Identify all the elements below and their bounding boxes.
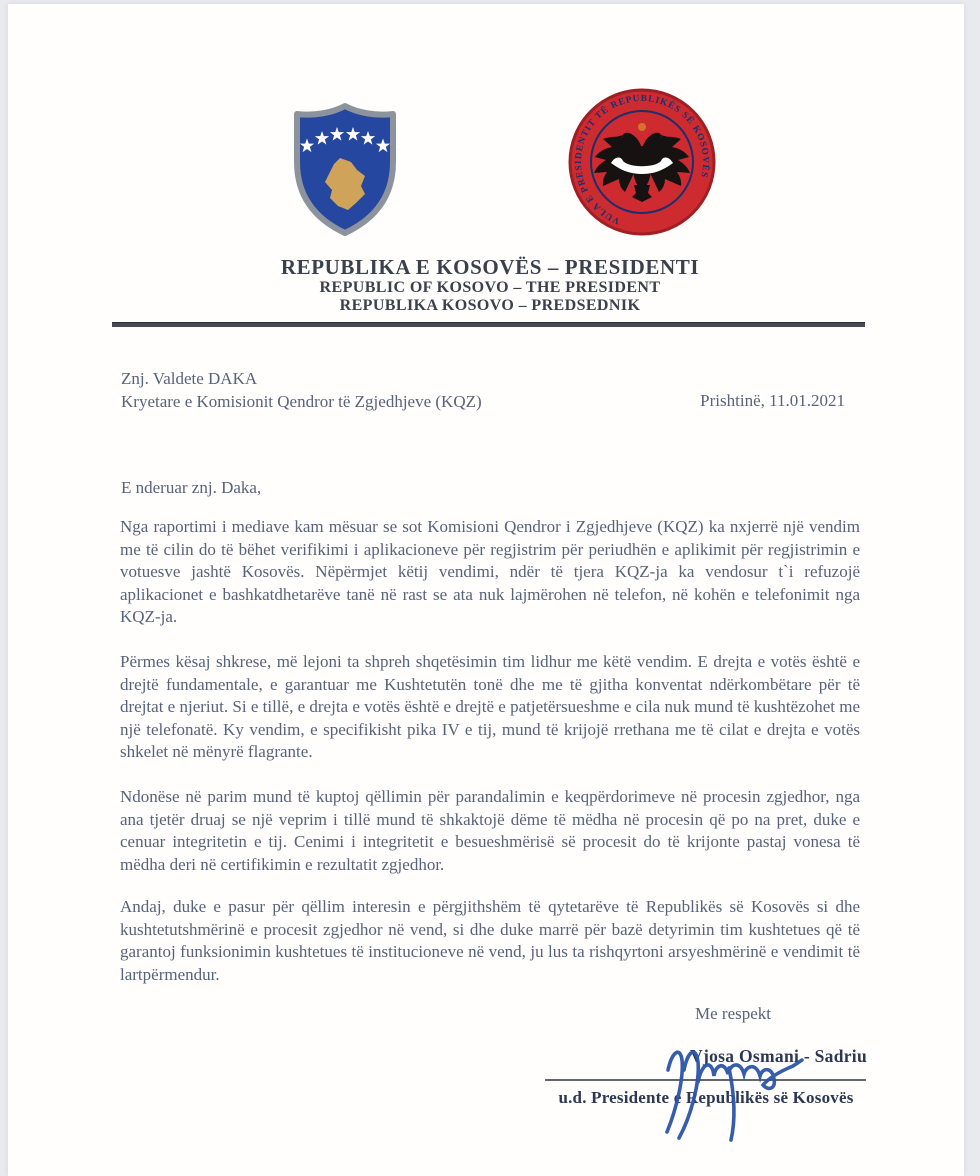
salutation: E nderuar znj. Daka, [121,478,262,497]
letterhead-divider [112,322,865,327]
title-english: REPUBLIC OF KOSOVO – THE PRESIDENT [319,279,661,296]
paragraph-3: Ndonëse në parim mund të kuptoj qëllimin për parandalimin e keqpërdorimeve në procesin zgjedhor, nga ana tjetër druaj se një veprim i tillë mund të shkaktojë dëme të mëdha në procesin që po na pret, duke e cenuar integritetin e tij. Cenimi i integritetit e besueshmërisë së procesit do të krijonte pastaj vonesa të mëdha deri në certifikimin e rezultatit zgjedhor. [120,787,860,874]
signatory-role: u.d. Presidente e Republikës së Kosovës [558,1088,854,1107]
seal-rim-text: VULA E PRESIDENTIT TË REPUBLIKËS SË KOSOVËS [573,93,711,226]
handwritten-signature [650,1038,830,1143]
signatory-name: Vjosa Osmani - Sadriu [690,1046,867,1066]
title-albanian: REPUBLIKA E KOSOVËS – PRESIDENTI [280,255,700,279]
letterhead-title-block [0,255,980,315]
paragraph-4: Andaj, duke e pasur për qëllim interesin e përgjithshëm të qytetarëve të Republikës së Kosovës si dhe kushtetutshmërinë e procesit zgjedhor në vend, si dhe duke marrë për bazë detyrimin tim kushtetues që të garantoj funksionimin kushtetues të institucioneve në vend, ju lus ta rishqyrtoni arsyeshmërinë e vendimit të lartpërmendur. [120,897,860,984]
presidential-seal-icon [567,87,717,237]
closing-phrase: Me respekt [695,1004,772,1023]
place-and-date: Prishtinë, 11.01.2021 [700,391,845,410]
recipient-title: Kryetare e Komisionit Qendror të Zgjedhjeve (KQZ) [121,392,482,411]
paragraph-1: Nga raportimi i mediave kam mësuar se sot Komisioni Qendror i Zgjedhjeve (KQZ) ka nxjerrë një vendim me të cilin do të bëhet verifikimi i aplikacioneve për regjistrim për periudhën e aplikimit për regjistrimin e votuesve jashtë Kosovës. Nëpërmjet këtij vendimi, ndër të tjera KQZ-ja ka vendosur t`i refuzojë aplikacionet e bashkatdhetarëve tanë në rast se ata nuk lajmërohen në telefon, në kohën e telefonimit nga KQZ-ja. [120,517,860,626]
recipient-name: Znj. Valdete DAKA [121,369,258,388]
title-serbian: REPUBLIKA KOSOVO – PREDSEDNIK [339,297,641,314]
kosovo-coat-of-arms-icon [288,100,402,238]
recipient-block [121,367,482,413]
paragraph-2: Përmes kësaj shkrese, më lejoni ta shpreh shqetësimin tim lidhur me këtë vendim. E drejta e votës është e drejtë fundamentale, e garantuar me Kushtetutën tonë dhe me të gjitha konventat ndërkombëtare për të drejtat e njeriut. Si e tillë, e drejta e votës është e drejtë e patjetërsueshme e cila nuk mund të kushtëzohet me një telefonatë. Ky vendim, e specifikisht pika IV e tij, mund të krijojë rrethana me të cilat e drejta e votës shkelet në mënyrë flagrante. [120,652,860,761]
